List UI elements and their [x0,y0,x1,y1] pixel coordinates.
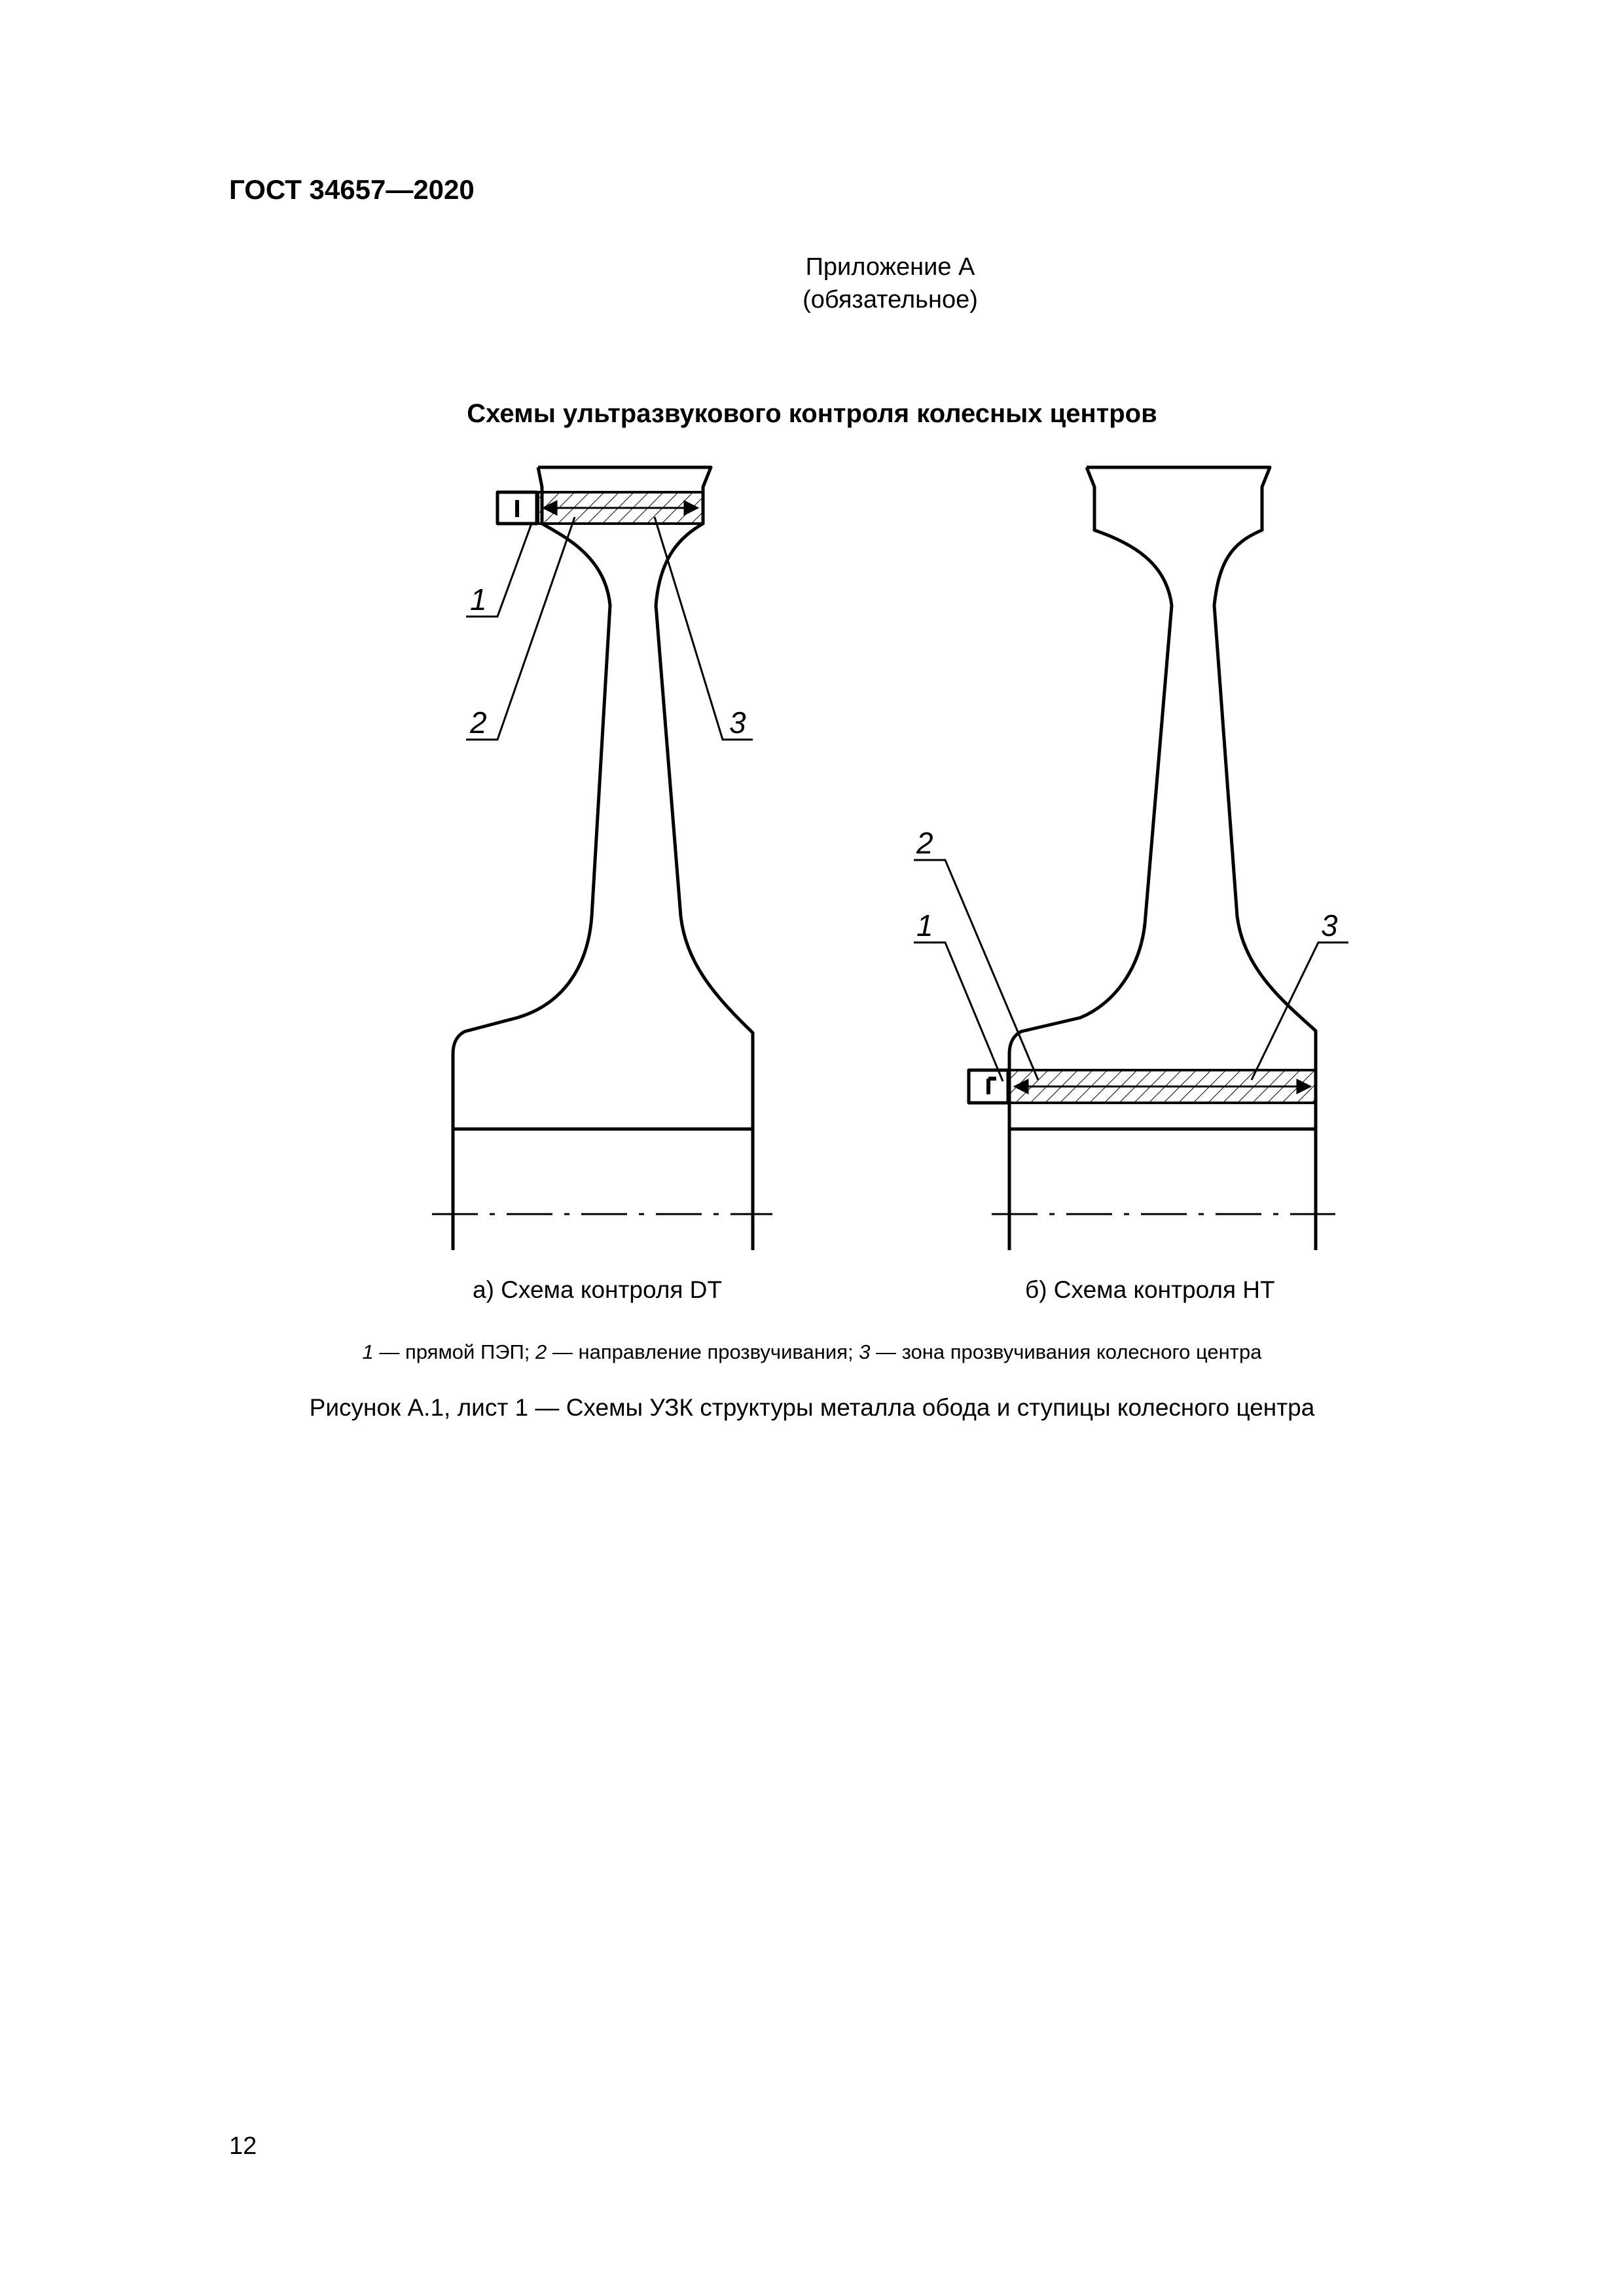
scheme-b-callout-3: 3 [1321,908,1338,942]
figure-caption: Рисунок А.1, лист 1 — Схемы УЗК структуры металла обода и ступицы колесного центра [309,1394,1315,1421]
legend-number-1: 1 [362,1340,374,1363]
scheme-a-callout-1: 1 [470,583,487,617]
legend-number-2: 2 [535,1340,547,1363]
scheme-b-drawing [969,467,1335,1250]
legend-text-3: — зона прозвучивания колесного центра [870,1340,1262,1363]
scheme-a-callout-2: 2 [470,706,487,740]
standard-designation: ГОСТ 34657—2020 [229,174,475,205]
scheme-b-callout-1: 1 [916,908,933,942]
scheme-b-callout-2: 2 [916,826,933,860]
page-number: 12 [229,2132,257,2160]
section-title: Схемы ультразвукового контроля колесных центров [467,399,1157,428]
scheme-a-caption: а) Схема контроля DT [473,1276,722,1303]
appendix-status: (обязательное) [803,286,978,314]
legend-text-1: — прямой ПЭП; [373,1340,536,1363]
scheme-a-callout-3: 3 [729,706,746,740]
appendix-title: Приложение А [805,253,975,281]
figure-legend [0,1340,1624,1364]
scheme-a-profile [453,467,753,1250]
scheme-b-profile [1009,467,1316,1250]
legend-text-2: — направление прозвучивания; [547,1340,859,1363]
scheme-b-caption: б) Схема контроля HT [1025,1276,1275,1303]
legend-number-3: 3 [859,1340,871,1363]
